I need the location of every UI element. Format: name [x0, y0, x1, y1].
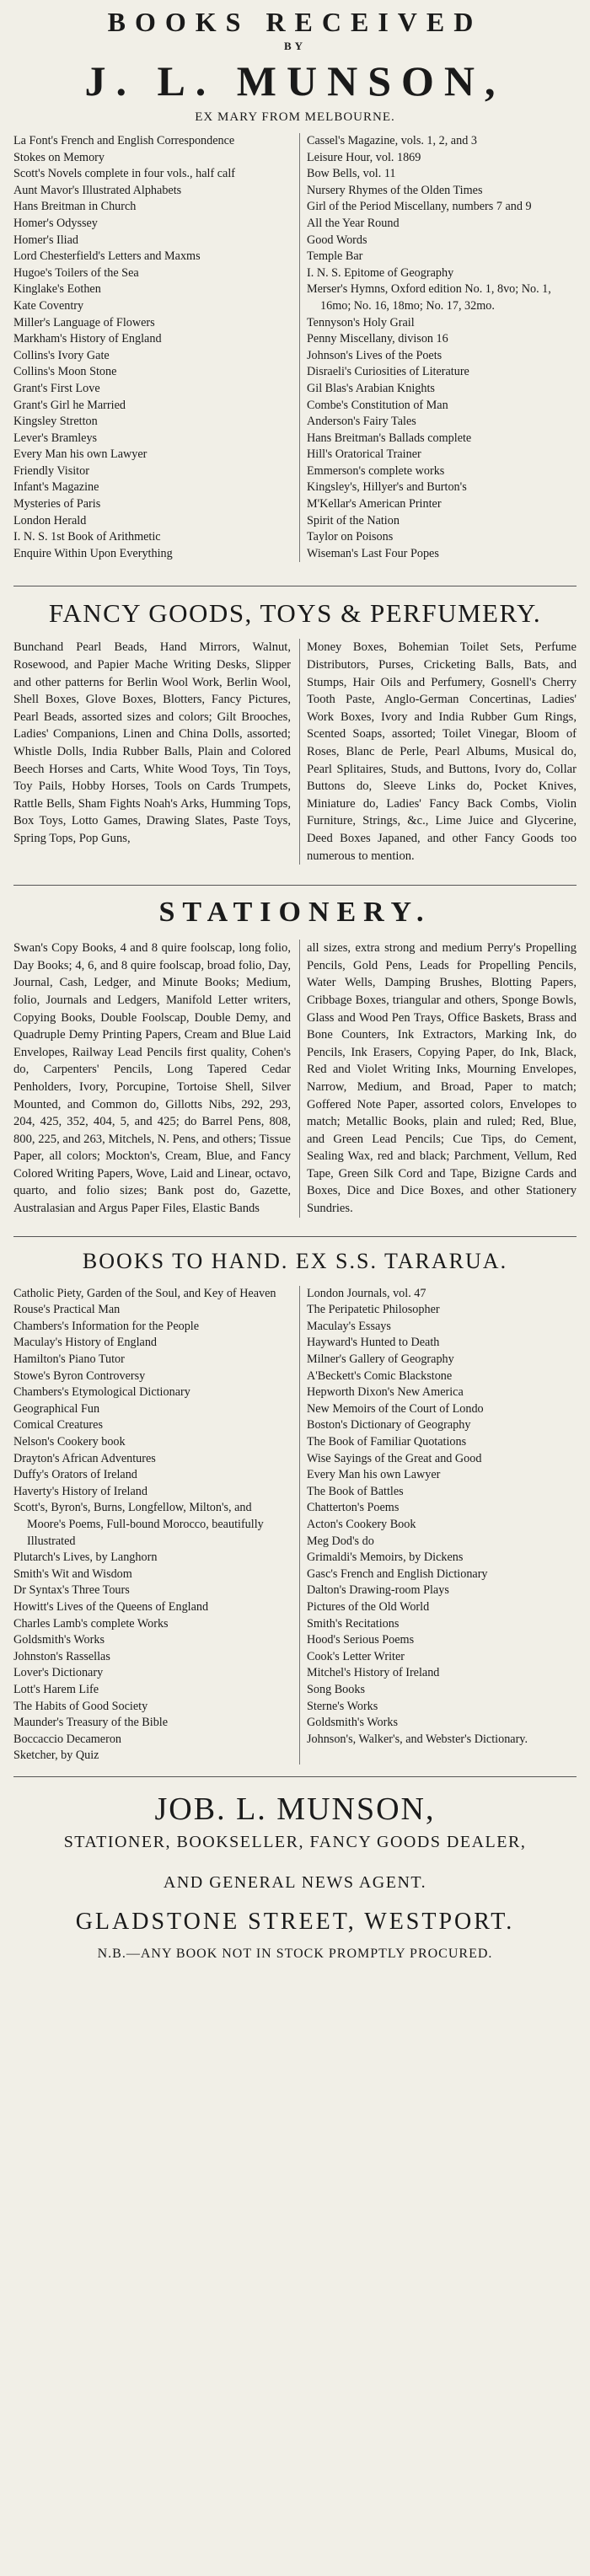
- book-title: Chambers's Etymological Dictionary: [13, 1385, 190, 1400]
- book-title: Every Man his own Lawyer: [307, 1468, 441, 1482]
- fancy-goods-right-column: [299, 639, 577, 865]
- book-title: Tennyson's Holy Grail: [307, 315, 415, 329]
- book-title: Lever's Bramleys: [13, 431, 98, 445]
- book-title: London Journals, vol. 47: [307, 1286, 426, 1300]
- book-title: Hepworth Dixon's New America: [307, 1385, 464, 1400]
- book-title: Collins's Ivory Gate: [13, 348, 110, 362]
- book-title: Drayton's African Adventures: [13, 1451, 156, 1465]
- book-title: Hayward's Hunted to Death: [307, 1336, 440, 1350]
- book-title: Scott's Novels complete in four vols., half calf: [13, 167, 235, 181]
- book-title: Wise Sayings of the Great and Good: [307, 1451, 482, 1465]
- book-title: Howitt's Lives of the Queens of England: [13, 1599, 209, 1614]
- book-title: Good Words: [307, 233, 367, 247]
- stationery-right-text: all sizes, extra strong and medium Perry's Propelling Pencils, Gold Pens, Leads for Propelling Pencils, Water Wells, Damping Brushes, Blotting Papers, Cribbage Boxes, triangular and others, Sponge Bowls, Glass and Wood Pen Trays, Office Baskets, Brass and Bone Counters, Ink Extractors, Marking Ink, do Pencils, Ink Erasers, Copying Paper, do Ink, Black, Red and Violet Writing Inks, Mourning Envelopes, Narrow, Medium, and Broad, Paper to match; Goffered Note Paper, assorted colors, Envelopes to match; Metallic Books, plain and ruled; Red, Blue, and Green Lead Pencils; Cue Tips, do Cement, Sealing Wax, red and black; Parchment, Vellum, Red Tape, Green Silk Cord and Tape, Bizigne Cards and Boxes, Dice and Dice Boxes, and other Stationery Sundries.: [307, 941, 577, 1216]
- book-title: Plutarch's Lives, by Langhorn: [13, 1550, 158, 1565]
- fancy-goods-right-text: Money Boxes, Bohemian Toilet Sets, Perfume Distributors, Purses, Cricketing Balls, Bats, and Stumps, Hair Oils and Perfumery, Gosnell's Cherry Tooth Paste, Anglo-German Concertinas, Ladies' Work Boxes, Ivory and India Rubber Gum Rings, Scented Soaps, assorted; Toilet Vinegar, Bloom of Roses, Blanc de Perle, Pearl Albums, Musical do, Pearl Splitaires, Studs, and Buttons, Ivory do, Collar Buttons do, Sleeve Links do, Pocket Knives, Miniature do, Ladies' Fancy Back Combs, Violin Furniture, Strings, &c., Lime Juice and Glycerine, Deed Boxes Japaned, and other Fancy Goods too numerous to mention.: [307, 640, 577, 863]
- book-title: Grant's Girl he Married: [13, 398, 126, 412]
- books-to-hand-columns: [13, 1286, 577, 1765]
- book-title: Penny Miscellany, divison 16: [307, 332, 448, 346]
- book-title: Kate Coventry: [13, 298, 84, 313]
- book-title: Hugoe's Toilers of the Sea: [13, 265, 139, 280]
- fancy-goods-heading: FANCY GOODS, TOYS & PERFUMERY.: [13, 586, 577, 632]
- book-title: Song Books: [307, 1682, 365, 1696]
- book-title: Kinglake's Eothen: [13, 282, 101, 297]
- book-title: La Font's French and English Correspondence: [13, 134, 235, 147]
- book-title: Lover's Dictionary: [13, 1666, 104, 1680]
- book-title: Markham's History of England: [13, 332, 162, 346]
- book-title: Cook's Letter Writer: [307, 1649, 405, 1663]
- book-title: Chambers's Information for the People: [13, 1319, 200, 1333]
- fancy-goods-left-column: [13, 639, 291, 865]
- book-title: Maunder's Treasury of the Bible: [13, 1716, 169, 1730]
- book-title: Homer's Odyssey: [13, 216, 98, 230]
- book-title: Gil Blas's Arabian Knights: [307, 381, 435, 395]
- book-title: Sterne's Works: [307, 1699, 378, 1713]
- book-title: Wiseman's Last Four Popes: [307, 546, 439, 560]
- book-title: Hans Breitman in Church: [13, 200, 137, 214]
- book-title: Grimaldi's Memoirs, by Dickens: [307, 1550, 464, 1565]
- stationery-left-text: Swan's Copy Books, 4 and 8 quire foolscap, long folio, Day Books; 4, 6, and 8 quire foolscap, broad folio, Day, Journal, Cash, Ledger, and Minute Books; Medium, folio, Journals and Ledgers, Manifold Letter writers, Copying Books, Double Foolscap, Double Demy, and Quadruple Demy Printing Papers, Cream and Blue Laid Envelopes, Railway Lead Pencils first quality, Cohen's do, Carpenters' Pencils, Long Tapered Cedar Penholders, Ivory, Porcupine, Tortoise Shell, Silver Mounted, and Common do, Gillotts Nibs, 292, 293, 204, 425, 352, 404, 5, and 425; do Barrel Pens, 808, 800, 225, and 263, Mitchels, N. Pens, and others; Tissue Paper, all colors; Mockton's, Cream, Blue, and Fancy Colored Writing Papers, Wove, Laid and Linear, octavo, quarto, and folio sizes; Bank post do, Gazette, Australasian and Argus Paper Files, Elastic Bands: [13, 941, 291, 1216]
- book-title: Every Man his own Lawyer: [13, 447, 148, 462]
- book-title: Charles Lamb's complete Works: [13, 1616, 169, 1631]
- book-title: Dalton's Drawing-room Plays: [307, 1583, 449, 1598]
- book-title: Enquire Within Upon Everything: [13, 546, 173, 560]
- book-title: Stowe's Byron Controversy: [13, 1368, 146, 1383]
- book-title: The Peripatetic Philosopher: [307, 1303, 440, 1317]
- book-title: Maculay's Essays: [307, 1319, 391, 1333]
- book-title: Rouse's Practical Man: [13, 1303, 121, 1317]
- footer-address: GLADSTONE STREET, WESTPORT.: [75, 1908, 515, 1935]
- books-received-heading: BOOKS RECEIVED: [107, 7, 483, 37]
- books-to-hand-left-column: [13, 1286, 291, 1765]
- book-title: Smith's Recitations: [307, 1616, 400, 1631]
- book-title: The Habits of Good Society: [13, 1699, 148, 1713]
- book-title: Catholic Piety, Garden of the Soul, and Key of Heaven: [13, 1286, 276, 1300]
- stationery-right-column: [299, 940, 577, 1218]
- book-title: Gasc's French and English Dictionary: [307, 1566, 488, 1581]
- book-title: Temple Bar: [307, 249, 363, 264]
- advertisement-page: [13, 0, 577, 2576]
- books-to-hand-heading: BOOKS TO HAND. EX S.S. TARARUA.: [13, 1236, 577, 1277]
- book-title: Combe's Constitution of Man: [307, 398, 448, 412]
- book-title: Goldsmith's Works: [13, 1633, 105, 1647]
- book-title: Maculay's History of England: [13, 1336, 158, 1350]
- book-title: Anderson's Fairy Tales: [307, 415, 416, 429]
- book-title: Haverty's History of Ireland: [13, 1484, 148, 1498]
- stationery-columns: [13, 940, 577, 1218]
- book-title: Homer's Iliad: [13, 233, 79, 247]
- book-title: Nelson's Cookery book: [13, 1435, 126, 1449]
- book-title: Hill's Oratorical Trainer: [307, 447, 421, 462]
- book-title: Milner's Gallery of Geography: [307, 1352, 454, 1367]
- footer-business-name: JOB. L. MUNSON,: [154, 1791, 436, 1827]
- book-title: Merser's Hymns, Oxford edition No. 1, 8vo; No. 1, 16mo; No. 16, 18mo; No. 17, 32mo.: [307, 282, 551, 313]
- book-title: Duffy's Orators of Ireland: [13, 1468, 137, 1482]
- book-title: Disraeli's Curiosities of Literature: [307, 365, 469, 379]
- book-title: Stokes on Memory: [13, 150, 105, 164]
- book-title: Friendly Visitor: [13, 463, 89, 478]
- book-title: Hood's Serious Poems: [307, 1633, 415, 1647]
- book-title: Acton's Cookery Book: [307, 1517, 416, 1531]
- book-title: Kingsley's, Hillyer's and Burton's: [307, 480, 467, 495]
- book-list-left: [13, 133, 291, 562]
- book-title: Meg Dod's do: [307, 1534, 374, 1548]
- stationery-heading: STATIONERY.: [13, 885, 577, 931]
- book-title: Nursery Rhymes of the Olden Times: [307, 183, 483, 197]
- footer-divider: [13, 1776, 577, 1777]
- book-title: Spirit of the Nation: [307, 513, 400, 528]
- books-received-left-column: [13, 133, 291, 562]
- book-title: Lott's Harem Life: [13, 1682, 99, 1696]
- book-title: Pictures of the Old World: [307, 1599, 430, 1614]
- book-title: London Herald: [13, 513, 87, 528]
- book-title: Miller's Language of Flowers: [13, 315, 155, 329]
- book-title: The Book of Familiar Quotations: [307, 1435, 467, 1449]
- book-title: Lord Chesterfield's Letters and Maxms: [13, 249, 201, 264]
- book-title: Infant's Magazine: [13, 480, 99, 495]
- book-title: The Book of Battles: [307, 1484, 404, 1498]
- book-title: Johnson's Lives of the Poets: [307, 348, 442, 362]
- book-title: Girl of the Period Miscellany, numbers 7 and 9: [307, 200, 532, 214]
- book-title: Chatterton's Poems: [307, 1501, 400, 1515]
- book-title: Smith's Wit and Wisdom: [13, 1566, 132, 1581]
- book-title: Comical Creatures: [13, 1418, 103, 1433]
- book-title: Bow Bells, vol. 11: [307, 167, 396, 181]
- book-title: Scott's, Byron's, Burns, Longfellow, Milton's, and Moore's Poems, Full-bound Morocco, beautifully Illustrated: [13, 1501, 264, 1548]
- book-title: Leisure Hour, vol. 1869: [307, 150, 421, 164]
- by-label: BY: [283, 40, 307, 52]
- book-title: Hamilton's Piano Tutor: [13, 1352, 125, 1367]
- book-title: Kingsley Stretton: [13, 415, 98, 429]
- stationery-left-column: [13, 940, 291, 1218]
- footer-trade-line: STATIONER, BOOKSELLER, FANCY GOODS DEALER,: [63, 1832, 527, 1851]
- book-title: All the Year Round: [307, 216, 400, 230]
- book-title: Grant's First Love: [13, 381, 100, 395]
- book-title: Mysteries of Paris: [13, 497, 101, 511]
- shipment-subtitle: EX MARY FROM MELBOURNE.: [195, 110, 395, 124]
- book-title: Sketcher, by Quiz: [13, 1749, 99, 1763]
- book-title: New Memoirs of the Court of Londo: [307, 1401, 484, 1416]
- book-title: I. N. S. Epitome of Geography: [307, 265, 454, 280]
- book-list-right: [307, 1286, 577, 1749]
- fancy-goods-columns: [13, 639, 577, 865]
- book-title: Mitchel's History of Ireland: [307, 1666, 440, 1680]
- book-title: Goldsmith's Works: [307, 1716, 398, 1730]
- book-title: Cassel's Magazine, vols. 1, 2, and 3: [307, 134, 477, 147]
- book-title: I. N. S. 1st Book of Arithmetic: [13, 530, 161, 544]
- book-title: Boston's Dictionary of Geography: [307, 1418, 471, 1433]
- footer-agent-line: AND GENERAL NEWS AGENT.: [163, 1872, 427, 1892]
- footer-note: N.B.—ANY BOOK NOT IN STOCK PROMPTLY PROCURED.: [97, 1946, 493, 1961]
- book-title: Collins's Moon Stone: [13, 365, 117, 379]
- fancy-goods-left-text: Bunchand Pearl Beads, Hand Mirrors, Walnut, Rosewood, and Papier Mache Writing Desks, Slipper and other patterns for Berlin Wool Work, Berlin Wool, Shell Boxes, Glove Boxes, Blotters, Fancy Pictures, Pearl Beads, assorted sizes and colors; Gilt Brooches, Ladies' Companions, Linen and China Dolls, assorted; Whistle Dolls, India Rubber Balls, Plain and Colored Beech Horses and Carts, White Wood Toys, Tin Toys, Toy Pails, Hobby Horses, Tools on Cards Trumpets, Rattle Bells, Sham Fights Noah's Arks, Humming Tops, Box Toys, Lotto Games, Drawing Slates, Paste Toys, Spring Tops, Pop Guns,: [13, 640, 291, 845]
- book-title: Hans Breitman's Ballads complete: [307, 431, 472, 445]
- book-title: Aunt Mavor's Illustrated Alphabets: [13, 183, 182, 197]
- books-received-columns: [13, 133, 577, 562]
- book-title: Boccaccio Decameron: [13, 1732, 122, 1746]
- book-title: M'Kellar's American Printer: [307, 497, 442, 511]
- books-to-hand-right-column: [299, 1286, 577, 1765]
- book-list-left: [13, 1286, 291, 1765]
- book-title: Johnston's Rassellas: [13, 1649, 110, 1663]
- books-received-right-column: [299, 133, 577, 562]
- book-title: Johnson's, Walker's, and Webster's Dictionary.: [307, 1732, 528, 1746]
- book-title: Emmerson's complete works: [307, 463, 445, 478]
- book-title: A'Beckett's Comic Blackstone: [307, 1368, 453, 1383]
- book-list-right: [307, 133, 577, 562]
- book-title: Geographical Fun: [13, 1401, 100, 1416]
- book-title: Dr Syntax's Three Tours: [13, 1583, 130, 1598]
- book-title: Taylor on Poisons: [307, 530, 394, 544]
- seller-name: J. L. MUNSON,: [84, 57, 506, 104]
